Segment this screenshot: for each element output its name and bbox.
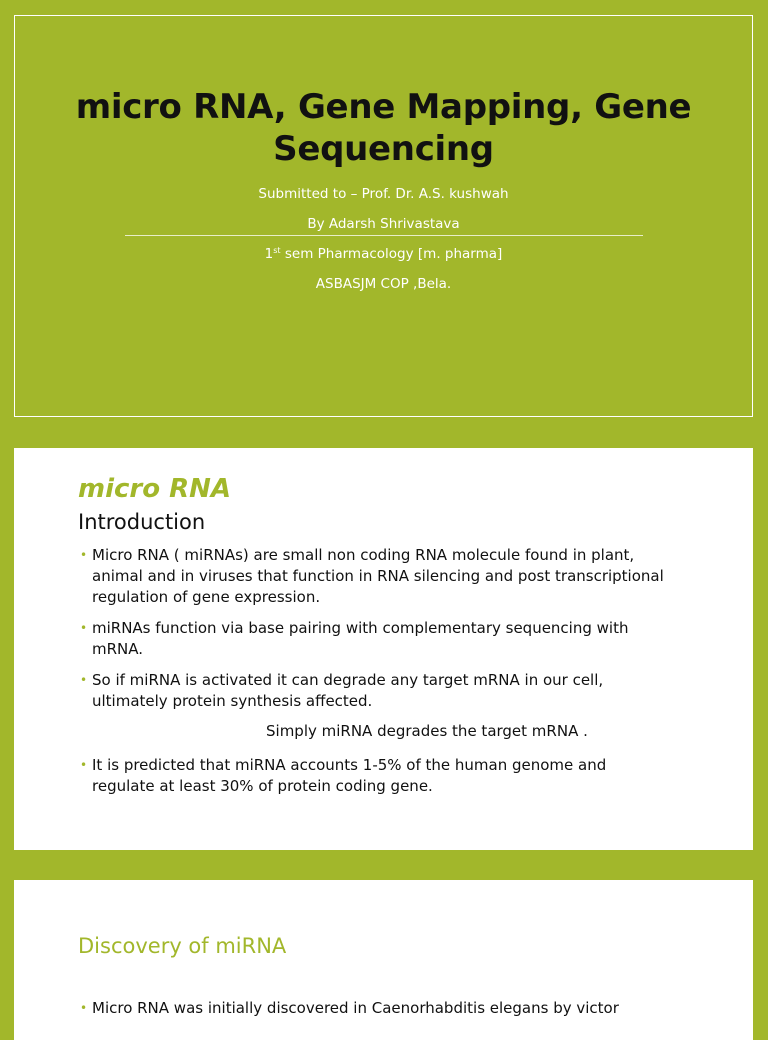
intro-slide (14, 448, 753, 850)
semester-text (15, 246, 752, 262)
bullet-line: ultimately protein synthesis affected. (92, 692, 373, 710)
title-line-1: micro RNA, Gene Mapping, Gene (75, 87, 692, 127)
semester-suffix: st (273, 246, 281, 255)
author-text: By Adarsh Shrivastava (307, 216, 460, 232)
bullet-line: regulation of gene expression. (92, 588, 321, 606)
semester-course: sem Pharmacology [m. pharma] (280, 246, 503, 262)
college-text: ASBASJM COP ,Bela. (315, 276, 452, 292)
slide-subheading: Introduction (78, 510, 206, 534)
bullet-dot-icon: • (80, 673, 88, 687)
bullet-line: Micro RNA was initially discovered in Caenorhabditis elegans by victor (92, 999, 619, 1017)
bullet-dot-icon: • (80, 621, 88, 635)
bullet-item (80, 670, 710, 712)
presentation-title (15, 86, 752, 170)
bullet-dot-icon: • (80, 548, 88, 562)
bullet-dot-icon: • (80, 758, 88, 772)
bullet-line: Micro RNA ( miRNAs) are small non coding RNA molecule found in plant, (92, 546, 635, 564)
bullet-item (80, 998, 710, 1019)
title-line-2: Sequencing (273, 129, 494, 169)
title-divider (125, 235, 643, 236)
bullet-item (80, 545, 710, 608)
slide-heading: micro RNA (78, 474, 232, 504)
bullet-list-2 (80, 755, 710, 797)
bullet-dot-icon: • (80, 1001, 88, 1015)
bullet-line: regulate at least 30% of protein coding gene. (92, 777, 433, 795)
bullet-line: animal and in viruses that function in RNA silencing and post transcriptional (92, 567, 664, 585)
bullet-line: mRNA. (92, 640, 144, 658)
semester-number: 1 (264, 246, 274, 262)
submitted-to-text: Submitted to – Prof. Dr. A.S. kushwah (258, 186, 509, 202)
bullet-list-1 (80, 545, 710, 712)
bullet-line: So if miRNA is activated it can degrade any target mRNA in our cell, (92, 671, 604, 689)
slide-heading: Discovery of miRNA (78, 934, 287, 958)
bullet-item (80, 755, 710, 797)
simply-line: Simply miRNA degrades the target mRNA . (266, 722, 588, 740)
title-slide (14, 15, 753, 417)
bullet-line: It is predicted that miRNA accounts 1-5% of the human genome and (92, 756, 607, 774)
bullet-item (80, 618, 710, 660)
bullet-list-3 (80, 998, 710, 1019)
bullet-line: miRNAs function via base pairing with complementary sequencing with (92, 619, 629, 637)
discovery-slide (14, 880, 753, 1040)
